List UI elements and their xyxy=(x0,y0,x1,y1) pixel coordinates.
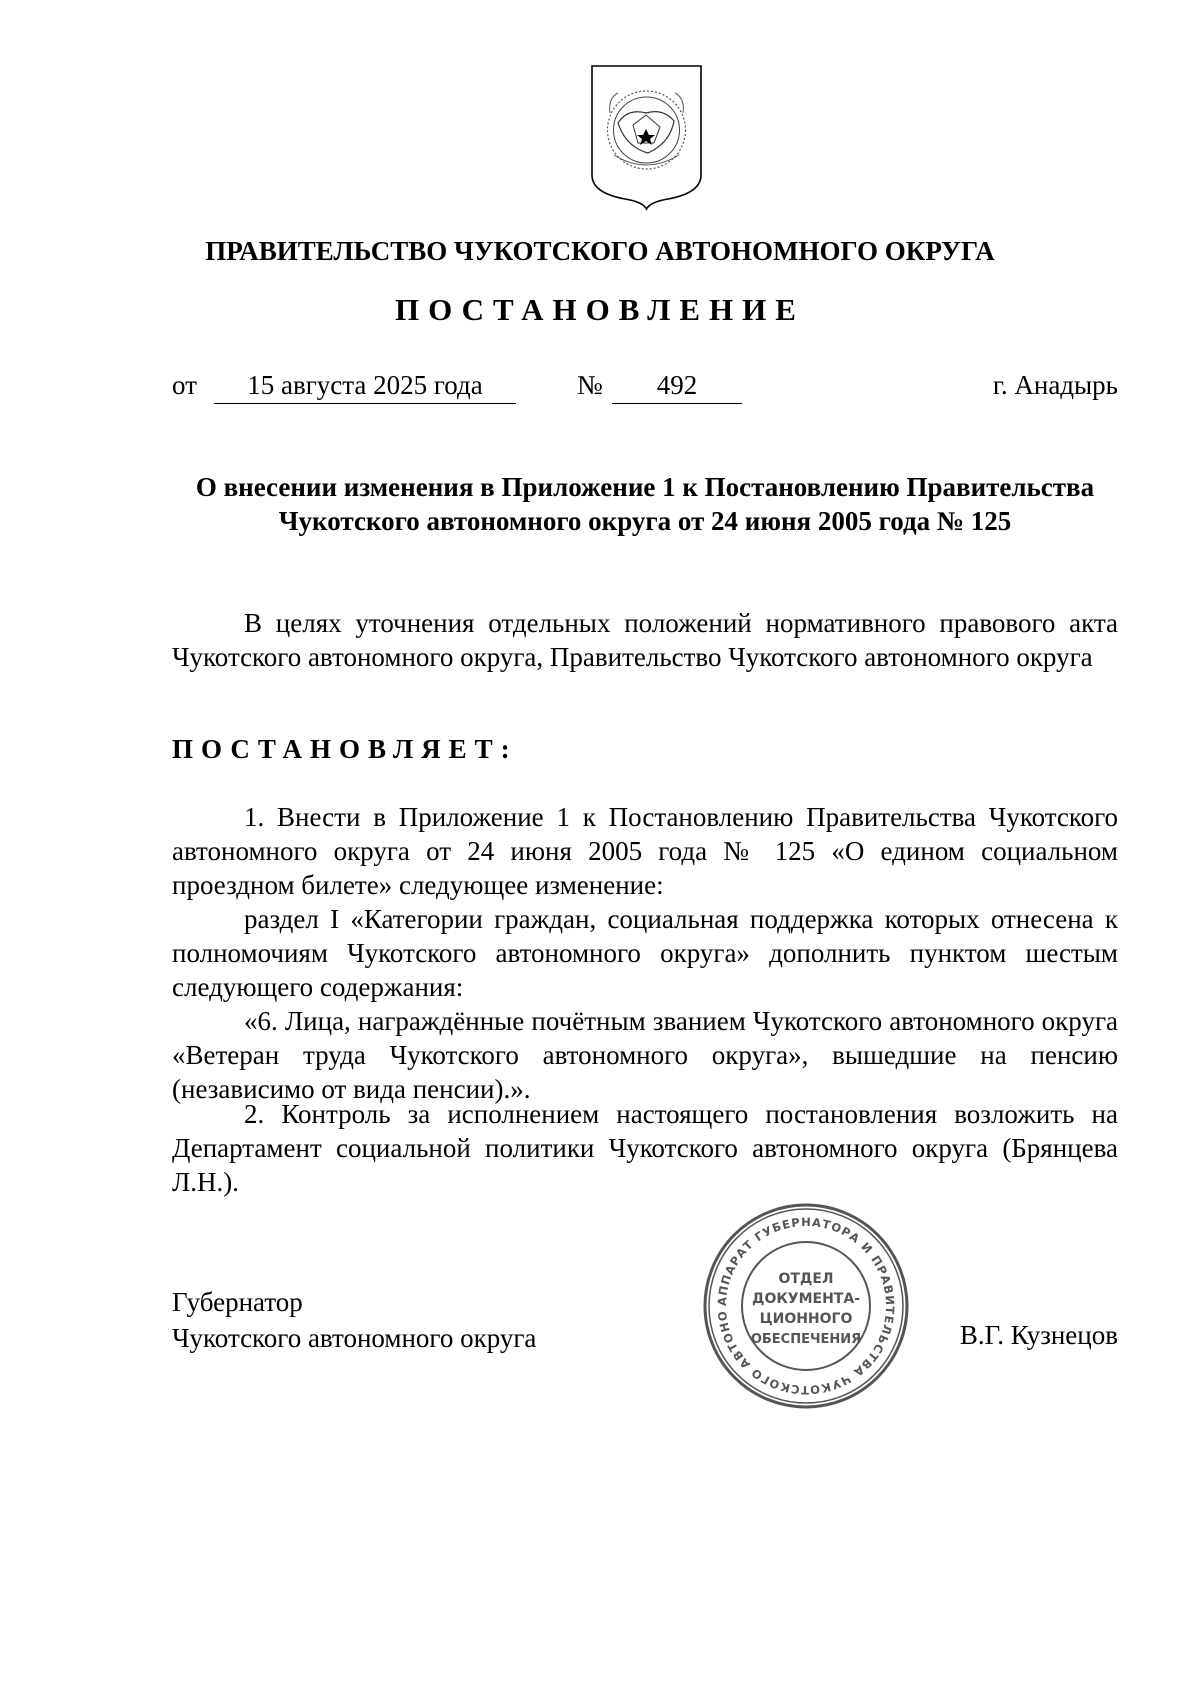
government-title: ПРАВИТЕЛЬСТВО ЧУКОТСКОГО АВТОНОМНОГО ОКРУГА xyxy=(205,236,995,266)
document-meta xyxy=(172,370,1118,410)
signatory-position-line-1: Губернатор xyxy=(172,1287,303,1317)
document-number: 492 xyxy=(612,370,742,404)
document-subject: О внесении изменения в Приложение 1 к Постановлению Правительства Чукотского автономного округа от 24 июня 2005 года № 125 xyxy=(195,472,1095,536)
number-label: № xyxy=(577,370,603,400)
stamp-line-4: ОБЕСПЕЧЕНИЯ xyxy=(750,1332,862,1347)
stamp-line-1: ОТДЕЛ xyxy=(778,1271,834,1287)
resolves-heading: ПОСТАНОВЛЯЕТ: xyxy=(172,734,518,764)
item-paragraph-2: раздел I «Категории граждан, социальная поддержка которых отнесена к полномочиям Чукотского автономного округа» дополнить пунктом шестым следующего содержания: xyxy=(172,904,1118,1002)
signatory-name: В.Г. Кузнецов xyxy=(959,1320,1118,1350)
signatory-position xyxy=(172,1284,536,1356)
preamble-paragraph: В целях уточнения отдельных положений нормативного правового акта Чукотского автономного округа, Правительство Чукотского автономного округа xyxy=(172,608,1118,672)
item-paragraph-1: 1. Внести в Приложение 1 к Постановлению Правительства Чукотского автономного округа от 24 июня 2005 года № 125 «О едином социальном проездном билете» следующее изменение: xyxy=(172,802,1118,900)
stamp-line-3: ЦИОННОГО xyxy=(759,1311,853,1327)
signatory-position-line-2: Чукотского автономного округа xyxy=(172,1323,537,1353)
document-type-title: ПОСТАНОВЛЕНИЕ xyxy=(395,292,805,327)
stamp-ring-text: АППАРАТ ГУБЕРНАТОРА И ПРАВИТЕЛЬСТВА ЧУКОТСКОГО АВТОНО xyxy=(714,1214,898,1398)
official-stamp xyxy=(700,1200,912,1412)
stamp-line-2: ДОКУМЕНТА- xyxy=(751,1291,861,1307)
from-label: от xyxy=(172,370,197,400)
item-paragraph-4: 2. Контроль за исполнением настоящего постановления возложить на Департамент социальной политики Чукотского автономного округа (Брянцева Л.Н.). xyxy=(172,1099,1118,1197)
document-city: г. Анадырь xyxy=(992,370,1118,400)
coat-of-arms-icon xyxy=(588,63,705,211)
item-paragraph-3: «6. Лица, награждённые почётным званием Чукотского автономного округа «Ветеран труда Чукотского автономного округа», вышедшие на пенсию (независимо от вида пенсии).». xyxy=(172,1006,1118,1104)
document-date: 15 августа 2025 года xyxy=(214,370,516,404)
